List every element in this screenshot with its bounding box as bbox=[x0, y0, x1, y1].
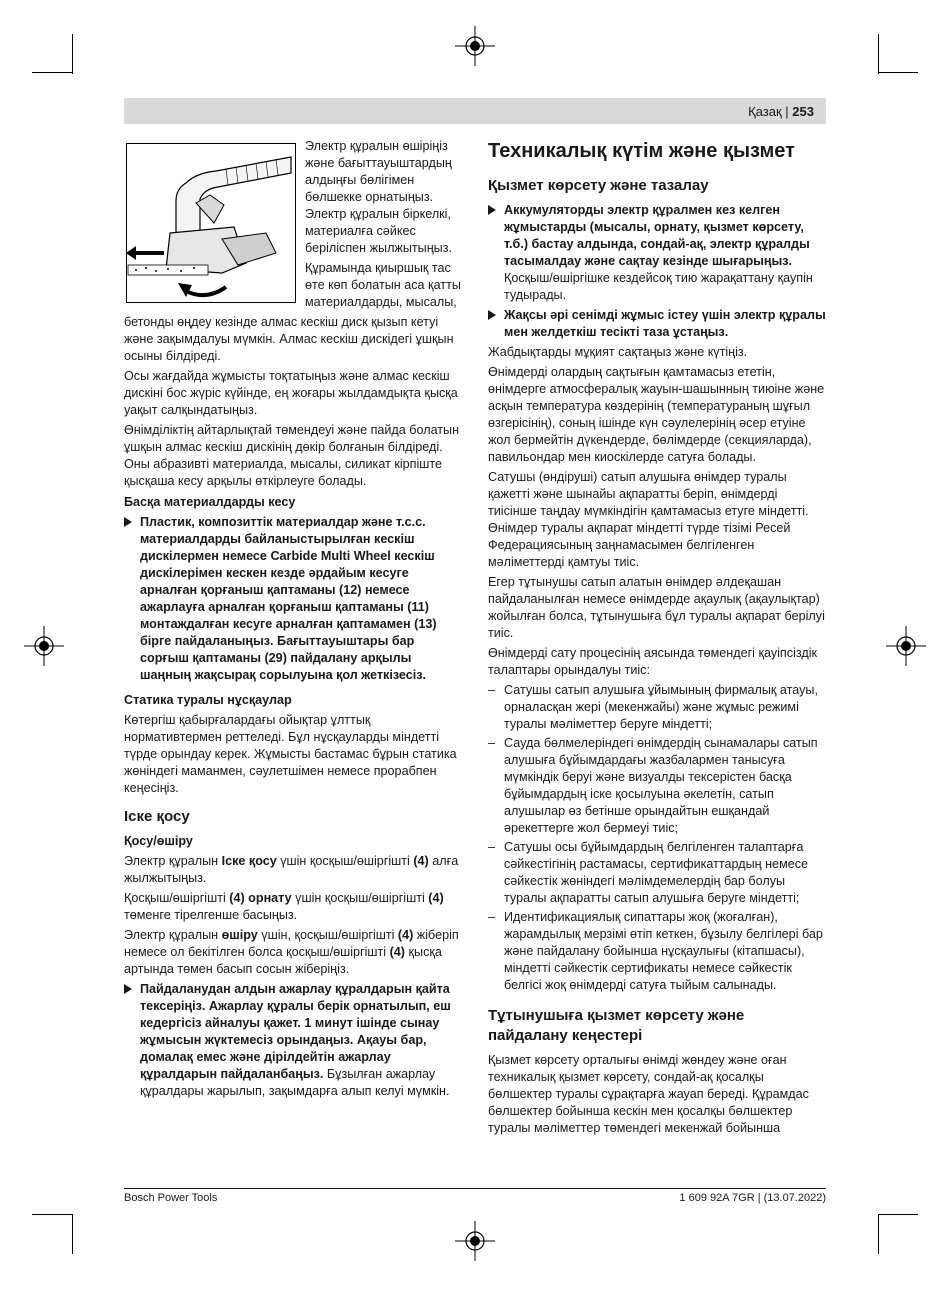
crop-mark bbox=[878, 1214, 879, 1254]
crop-mark bbox=[72, 1214, 73, 1254]
crop-mark bbox=[878, 1214, 918, 1215]
footer-doc-number: 1 609 92A 7GR | (13.07.2022) bbox=[679, 1192, 826, 1204]
header-language: Қазақ bbox=[748, 104, 782, 119]
heading-maintenance: Техникалық күтім және қызмет bbox=[488, 140, 795, 162]
registration-mark-bottom bbox=[455, 1221, 495, 1261]
crop-mark bbox=[32, 1214, 72, 1215]
paragraph: Өнімдерді сату процесінің аясында төмендегі қауіпсіздік талаптары орындалуы тиіс: bbox=[488, 646, 817, 677]
heading-start: Іске қосу bbox=[124, 808, 190, 825]
list-item: – Сауда бөлмелеріндегі өнімдердің сынамалары сатып алушыға бұйымдардағы жазбалармен танысуға мүмкіндік беруі және визуалды тексерістен басқа бұйымдардың іске қосылуына әкелетін, сатып алушылар өз бетінше орындайтын ешқандай әрекеттерге жол бермеуі тиіс; bbox=[488, 736, 818, 835]
registration-mark-top bbox=[455, 26, 495, 66]
registration-mark-right bbox=[886, 626, 926, 666]
bullet-check-tools: Пайдаланудан алдын ажарлау құралдарын қайта тексеріңіз. Ажарлау құралы берік орнатылып, еш кедергісіз айналуы қажет. 1 минут ішінде сынау жұмысын жүктемесіз орындаңыз. Ақауы бар, домалақ емес және дірілдейтін ажарлау құралдарын пайдаланбаңыз. Бұзылған ажарлау құралдары жарылып, зақымдарға алып келуі мүмкін. bbox=[124, 981, 462, 1100]
page-number: 253 bbox=[792, 104, 814, 119]
heading-static: Статика туралы нұсқаулар bbox=[124, 693, 292, 707]
heading-other-materials: Басқа материалдарды кесу bbox=[124, 495, 296, 509]
triangle-bullet-icon bbox=[124, 984, 132, 994]
page-header: Қазақ | 253 bbox=[748, 104, 814, 119]
float-text bbox=[305, 138, 463, 314]
float-paragraph-1: Электр құралын өшіріңіз және бағыттауыштардың алдыңғы бөлігімен бөлшекке орнатыңыз. Электр құралын біркелкі, материалға сәйкес берілiспен жылжытыңыз. bbox=[305, 139, 452, 255]
paragraph: Жабдықтарды мұқият сақтаңыз және күтіңіз. bbox=[488, 345, 748, 359]
right-column bbox=[488, 138, 826, 1140]
float-paragraph-2: Құрамында қиыршық тас өте көп болатын аса қатты материалдарды, мысалы, bbox=[305, 261, 461, 309]
list-item: – Сатушы осы бұйымдардың белгіленген талаптарға сәйкестігінің растамасы, сертификаттардың немесе сәйкестік жөніндегі мәлімдемелердің бар болуы туралы ақпаратты сатып алушыға беруге міндетті; bbox=[488, 840, 809, 905]
bullet-remove-battery: Аккумуляторды электр құралмен кез келген жұмыстарды (мысалы, орнату, қызмет көрсету, т.б.) бастау алдында, сондай-ақ, электр құралды тасымалдау және сақтау кезінде шығарыңыз. Қосқыш/өшіргішке кездейсоқ тию жарақаттану қаупін тудырады. bbox=[488, 202, 826, 304]
paragraph: Өнімдерді олардың сақтығын қамтамасыз ететін, өнімдерге атмосфералық жауын-шашынның тиюіне және асқын температура көздерінің (температураның шұғыл өзгерісінің), соның ішінде күн сәулелерінің әсер етуіне жол бермейтін дүкендерде, бөлімдерде (секцияларда), павильондар мен киоскілерде сатуға болады. bbox=[488, 365, 825, 464]
bullet-other-materials: Пластик, композиттік материалдар және т.с.с. материалдарды байланыстырылған кескіш дискілермен немесе Carbide Multi Wheel кескіш дискілерімен кескен кезде әрдайым кесуге арналған қорғаныш қаптаманы (12) немесе ажарлауға арналған қорғаныш қаптаманы (11) монтаждалған кесуге арналған қаптамамен (13) бірге пайдаланыңыз. Бағыттауыштары бар сорғыш қаптаманы (29) пайдалану арқылы шаңның жақсырақ сорылуына қол жеткізесіз. bbox=[124, 514, 462, 684]
heading-service-cleaning: Қызмет көрсету және тазалау bbox=[488, 177, 709, 194]
triangle-bullet-icon bbox=[124, 517, 132, 527]
list-item: – Идентификациялық сипаттары жоқ (жоғалған), жарамдылық мерзімі өтіп кеткен, бұзылу белгілері бар және пайдалану бойынша нұсқаулығы (кітапшасы), міндетті сәйкестік сертификаты немесе сәйкестік белгісі жоқ өнімдерді сатуға тыйым салынады. bbox=[488, 910, 823, 992]
paragraph-static: Көтергіш қабырғалардағы ойықтар ұлттық нормативтермен реттеледі. Бұл нұсқауларды міндетті түрде орындау керек. Жұмысты бастамас бұрын статика жөніндегі маманмен, сәулетшімен немесе прорабпен кеңесіңіз. bbox=[124, 713, 457, 795]
paragraph: Осы жағдайда жұмысты тоқтатыңыз және алмас кескіш дискіні бос жүріс күйінде, ең жоғары жылдамдықта қысқа уақыт салқындатыңыз. bbox=[124, 369, 458, 417]
header-bar bbox=[124, 98, 826, 124]
triangle-bullet-icon bbox=[488, 310, 496, 320]
paragraph: Өнімділіктің айтарлықтай төмендеуі және пайда болатын ұшқын алмас кескіш дискінің дөкір болғанын білдіреді. Оны абразивті материалда, мысалы, силикат кірпіште қысқаша кесу арқылы өткірлеуге болады. bbox=[124, 423, 460, 488]
registration-mark-left bbox=[24, 626, 64, 666]
heading-consumer-service: Тұтынушыға қызмет көрсету және пайдалану кеңестері bbox=[488, 1007, 745, 1044]
paragraph: Егер тұтынушы сатып алатын өнімдер әлдеқашан пайдаланылған немесе өнімдерде ақаулық (ақаулықтар) жойылған болса, тұтынушыға бұл туралы ақпарат берілуі тиіс. bbox=[488, 575, 825, 640]
left-column bbox=[124, 314, 462, 1103]
triangle-bullet-icon bbox=[488, 205, 496, 215]
heading-on-off: Қосу/өшіру bbox=[124, 834, 193, 848]
crop-mark bbox=[32, 72, 72, 73]
list-item: – Сатушы сатып алушыға ұйымының фирмалық атауы, орналасқан жері (мекенжайы) және жұмыс режимі туралы мәліметтер беруге міндетті; bbox=[488, 683, 818, 731]
footer-brand: Bosch Power Tools bbox=[124, 1192, 218, 1204]
bullet-keep-clean: Жақсы әрі сенімді жұмыс істеу үшін электр құралы мен желдеткіш тесікті таза ұстаңыз. bbox=[488, 307, 826, 341]
paragraph: Сатушы (өндіруші) сатып алушыға өнімдер туралы қажетті және шынайы ақпаратты беріп, өнімдерді тиісінше таңдау мүмкіндігін қамтамасыз етуге міндетті. Өнімдер туралы ақпарат міндетті түрде тізімі Ресей Федерациясының заңнамасымен белгіленген мәліметтерді қамтуы тиіс. bbox=[488, 470, 809, 569]
paragraph: Қызмет көрсету орталығы өнімді жөндеу және оған техникалық қызмет көрсету, сондай-ақ қосалқы бөлшектер туралы сұрақтарға жауап береді. Құрамдас бөлшектер бойынша кескін мен қосалқы бөлшектер туралы мәліметтер төмендегі мекенжай бойынша bbox=[488, 1053, 809, 1135]
paragraph: бетонды өңдеу кезінде алмас кескіш диск қызып кетуі және зақымдалуы мүмкін. Алмас кескіш дискідегі ұшқын осыны білдіреді. bbox=[124, 315, 454, 363]
crop-mark bbox=[878, 34, 879, 74]
tool-illustration bbox=[126, 143, 296, 303]
paragraph-lock: Қосқыш/өшіргішті (4) орнату үшін қосқыш/өшіргішті (4) төменге тірелгенше басыңыз. bbox=[124, 891, 444, 922]
paragraph-switch-on: Электр құралын Іске қосу үшін қосқыш/өшіргішті (4) алға жылжытыңыз. bbox=[124, 854, 459, 885]
paragraph-switch-off: Электр құралын өшіру үшін, қосқыш/өшіргішті (4) жіберіп немесе ол бекітілген болса қосқыш/өшіргішті (4) қысқа артында төмен басып сосын жіберіңіз. bbox=[124, 928, 459, 976]
footer-divider bbox=[124, 1188, 826, 1189]
crop-mark bbox=[72, 34, 73, 74]
crop-mark bbox=[878, 72, 918, 73]
